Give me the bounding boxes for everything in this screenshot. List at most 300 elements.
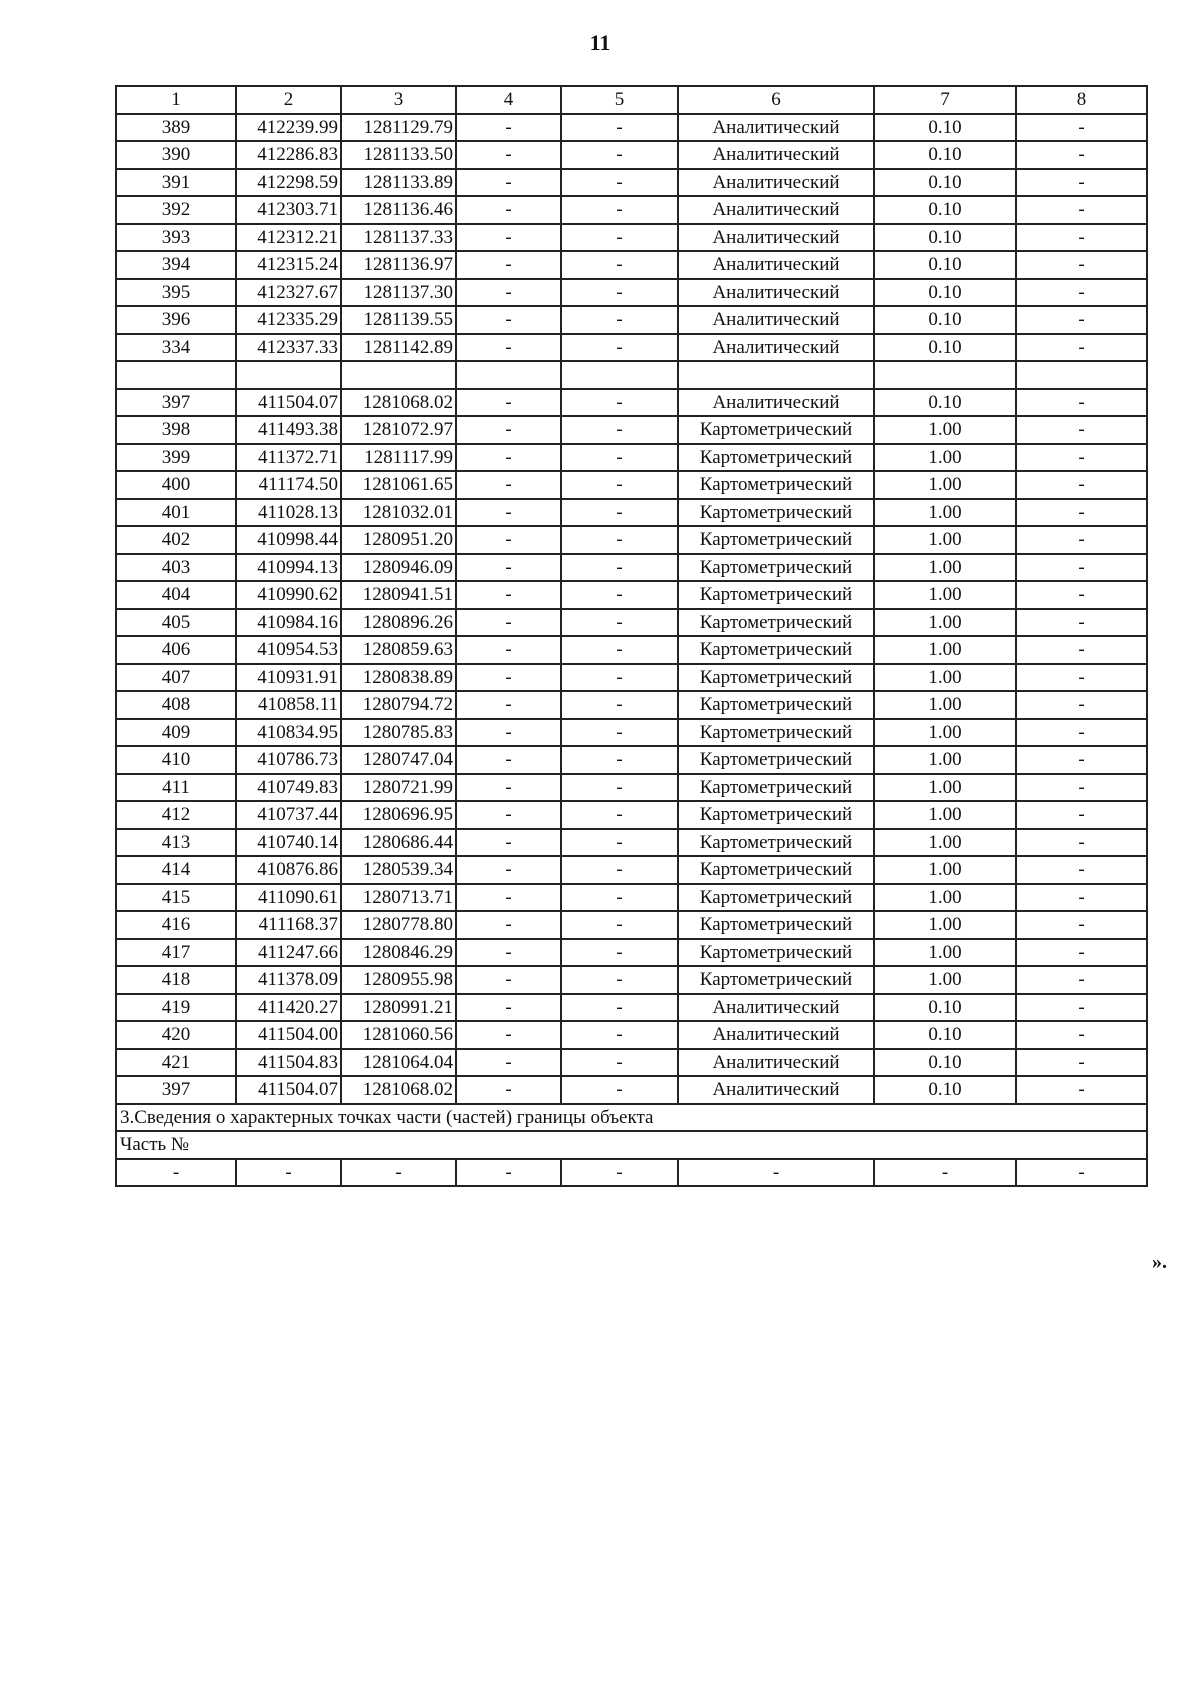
column-4-cell: - [456,609,561,637]
column-8-cell: - [1016,554,1147,582]
table-row [116,609,1147,637]
point-number-cell: 392 [116,196,236,224]
table-row [116,884,1147,912]
column-4-cell: - [456,801,561,829]
column-4-cell: - [456,499,561,527]
method-cell [678,361,874,389]
method-cell: Картометрический [678,856,874,884]
accuracy-cell: 1.00 [874,416,1016,444]
method-cell: Аналитический [678,279,874,307]
point-number-cell: 396 [116,306,236,334]
column-5-cell: - [561,279,678,307]
table-row [116,911,1147,939]
accuracy-cell: 1.00 [874,664,1016,692]
column-8-cell: - [1016,994,1147,1022]
point-number-cell: 421 [116,1049,236,1077]
x-coordinate-cell: 411493.38 [236,416,341,444]
accuracy-cell: 0.10 [874,251,1016,279]
accuracy-cell: 0.10 [874,1021,1016,1049]
column-5-cell: - [561,224,678,252]
point-number-cell: 420 [116,1021,236,1049]
y-coordinate-cell: 1281136.46 [341,196,456,224]
x-coordinate-cell: 410858.11 [236,691,341,719]
x-coordinate-cell: 412337.33 [236,334,341,362]
y-coordinate-cell: 1281060.56 [341,1021,456,1049]
accuracy-cell: 1.00 [874,856,1016,884]
column-5-cell: - [561,1076,678,1104]
method-cell: Аналитический [678,1049,874,1077]
y-coordinate-cell: 1280713.71 [341,884,456,912]
column-8-cell: - [1016,609,1147,637]
y-coordinate-cell: 1281136.97 [341,251,456,279]
x-coordinate-cell: 412312.21 [236,224,341,252]
column-5-cell: - [561,114,678,142]
header-cell: 2 [236,86,341,114]
method-cell: Картометрический [678,526,874,554]
y-coordinate-cell: 1281137.30 [341,279,456,307]
column-8-cell: - [1016,224,1147,252]
column-4-cell: - [456,856,561,884]
x-coordinate-cell: 412239.99 [236,114,341,142]
point-number-cell: 389 [116,114,236,142]
table-row [116,746,1147,774]
column-5-cell: - [561,526,678,554]
y-coordinate-cell: 1281142.89 [341,334,456,362]
point-number-cell: 404 [116,581,236,609]
table-row [116,554,1147,582]
column-5-cell: - [561,251,678,279]
point-number-cell: 418 [116,966,236,994]
column-5-cell: - [561,691,678,719]
column-4-cell: - [456,279,561,307]
column-8-cell: - [1016,581,1147,609]
header-cell: 4 [456,86,561,114]
y-coordinate-cell: 1280778.80 [341,911,456,939]
point-number-cell: 419 [116,994,236,1022]
method-cell: Аналитический [678,224,874,252]
column-5-cell: - [561,664,678,692]
table-row [116,334,1147,362]
column-4-cell: - [456,141,561,169]
column-5-cell: - [561,801,678,829]
column-4-cell: - [456,389,561,417]
column-8-cell: - [1016,939,1147,967]
point-number-cell: 402 [116,526,236,554]
table-row [116,774,1147,802]
column-8-cell: - [1016,444,1147,472]
y-coordinate-cell: 1281117.99 [341,444,456,472]
column-8-cell: - [1016,471,1147,499]
point-number-cell: 416 [116,911,236,939]
table-footer [116,1104,1147,1187]
y-coordinate-cell: 1281133.89 [341,169,456,197]
table-row [116,1021,1147,1049]
point-number-cell: 411 [116,774,236,802]
table-row [116,719,1147,747]
table-row [116,939,1147,967]
column-5-cell: - [561,829,678,857]
column-5-cell: - [561,774,678,802]
header-cell: 8 [1016,86,1147,114]
method-cell: Картометрический [678,636,874,664]
y-coordinate-cell: 1280838.89 [341,664,456,692]
table-row [116,526,1147,554]
point-number-cell: 401 [116,499,236,527]
column-4-cell: - [456,471,561,499]
column-8-cell: - [1016,691,1147,719]
table-row [116,966,1147,994]
y-coordinate-cell: 1281061.65 [341,471,456,499]
column-4-cell: - [456,1021,561,1049]
coordinates-table [115,85,1148,1187]
column-5-cell: - [561,609,678,637]
column-8-cell: - [1016,746,1147,774]
method-cell: Картометрический [678,746,874,774]
point-number-cell: 409 [116,719,236,747]
column-5-cell: - [561,581,678,609]
column-5-cell: - [561,471,678,499]
table-row [116,224,1147,252]
x-coordinate-cell: 412315.24 [236,251,341,279]
x-coordinate-cell: 411504.83 [236,1049,341,1077]
column-8-cell: - [1016,334,1147,362]
y-coordinate-cell: 1280941.51 [341,581,456,609]
table-row [116,1076,1147,1104]
column-8-cell: - [1016,1049,1147,1077]
column-8-cell: - [1016,911,1147,939]
part-label-row [116,1131,1147,1159]
part-cell: - [456,1159,561,1187]
column-5-cell: - [561,856,678,884]
y-coordinate-cell: 1281068.02 [341,1076,456,1104]
table-row [116,1049,1147,1077]
x-coordinate-cell: 412286.83 [236,141,341,169]
x-coordinate-cell: 410834.95 [236,719,341,747]
method-cell: Картометрический [678,939,874,967]
column-5-cell: - [561,334,678,362]
accuracy-cell: 0.10 [874,114,1016,142]
column-8-cell: - [1016,1021,1147,1049]
column-8-cell: - [1016,169,1147,197]
point-number-cell: 334 [116,334,236,362]
column-8-cell: - [1016,801,1147,829]
point-number-cell: 394 [116,251,236,279]
column-5-cell: - [561,636,678,664]
column-8-cell: - [1016,416,1147,444]
y-coordinate-cell: 1280721.99 [341,774,456,802]
accuracy-cell: 1.00 [874,746,1016,774]
method-cell: Картометрический [678,416,874,444]
y-coordinate-cell: 1281137.33 [341,224,456,252]
column-4-cell: - [456,251,561,279]
accuracy-cell: 1.00 [874,829,1016,857]
column-8-cell: - [1016,306,1147,334]
section-heading: 3.Сведения о характерных точках части (частей) границы объекта [116,1104,1147,1132]
table-row [116,581,1147,609]
table-row [116,829,1147,857]
y-coordinate-cell: 1281064.04 [341,1049,456,1077]
y-coordinate-cell: 1280946.09 [341,554,456,582]
column-4-cell: - [456,196,561,224]
column-5-cell: - [561,499,678,527]
column-4-cell: - [456,884,561,912]
table-row [116,306,1147,334]
column-8-cell: - [1016,774,1147,802]
accuracy-cell: 0.10 [874,1076,1016,1104]
y-coordinate-cell: 1280846.29 [341,939,456,967]
x-coordinate-cell: 411504.07 [236,389,341,417]
column-4-cell: - [456,306,561,334]
part-row [116,1159,1147,1187]
accuracy-cell: 1.00 [874,939,1016,967]
column-4-cell: - [456,169,561,197]
accuracy-cell: 1.00 [874,526,1016,554]
y-coordinate-cell: 1280539.34 [341,856,456,884]
y-coordinate-cell: 1280785.83 [341,719,456,747]
method-cell: Аналитический [678,169,874,197]
y-coordinate-cell: 1281139.55 [341,306,456,334]
accuracy-cell: 0.10 [874,306,1016,334]
accuracy-cell: 1.00 [874,609,1016,637]
point-number-cell: 406 [116,636,236,664]
method-cell: Картометрический [678,609,874,637]
method-cell: Аналитический [678,1076,874,1104]
column-4-cell: - [456,526,561,554]
y-coordinate-cell: 1280686.44 [341,829,456,857]
x-coordinate-cell: 411372.71 [236,444,341,472]
column-4-cell: - [456,224,561,252]
x-coordinate-cell: 410931.91 [236,664,341,692]
x-coordinate-cell: 411090.61 [236,884,341,912]
method-cell: Аналитический [678,251,874,279]
method-cell: Картометрический [678,774,874,802]
column-4-cell: - [456,746,561,774]
column-8-cell: - [1016,141,1147,169]
method-cell: Аналитический [678,1021,874,1049]
x-coordinate-cell: 411247.66 [236,939,341,967]
column-5-cell: - [561,389,678,417]
part-cell: - [236,1159,341,1187]
column-8-cell: - [1016,1076,1147,1104]
closing-quote-mark: ». [1152,1251,1167,1273]
point-number-cell: 397 [116,1076,236,1104]
table-row [116,691,1147,719]
point-number-cell: 399 [116,444,236,472]
column-4-cell: - [456,994,561,1022]
x-coordinate-cell: 411504.00 [236,1021,341,1049]
table-row [116,416,1147,444]
column-5-cell: - [561,196,678,224]
x-coordinate-cell: 410994.13 [236,554,341,582]
point-number-cell: 414 [116,856,236,884]
table-row [116,279,1147,307]
x-coordinate-cell: 411168.37 [236,911,341,939]
column-5-cell: - [561,911,678,939]
accuracy-cell: 0.10 [874,994,1016,1022]
accuracy-cell: 1.00 [874,801,1016,829]
accuracy-cell: 1.00 [874,691,1016,719]
accuracy-cell: 1.00 [874,581,1016,609]
point-number-cell: 413 [116,829,236,857]
method-cell: Картометрический [678,499,874,527]
table-header [116,86,1147,114]
column-5-cell: - [561,966,678,994]
point-number-cell [116,361,236,389]
column-4-cell: - [456,939,561,967]
header-cell: 1 [116,86,236,114]
column-8-cell: - [1016,389,1147,417]
method-cell: Аналитический [678,994,874,1022]
accuracy-cell: 1.00 [874,499,1016,527]
x-coordinate-cell: 412327.67 [236,279,341,307]
column-8-cell: - [1016,719,1147,747]
column-5-cell: - [561,169,678,197]
column-4-cell: - [456,1076,561,1104]
table-row [116,636,1147,664]
x-coordinate-cell: 410998.44 [236,526,341,554]
method-cell: Аналитический [678,389,874,417]
table-body [116,114,1147,1104]
accuracy-cell: 1.00 [874,966,1016,994]
y-coordinate-cell: 1281032.01 [341,499,456,527]
point-number-cell: 395 [116,279,236,307]
table-row [116,499,1147,527]
point-number-cell: 410 [116,746,236,774]
x-coordinate-cell: 410786.73 [236,746,341,774]
part-cell: - [1016,1159,1147,1187]
column-4-cell: - [456,719,561,747]
x-coordinate-cell: 411420.27 [236,994,341,1022]
column-8-cell: - [1016,114,1147,142]
column-8-cell: - [1016,856,1147,884]
x-coordinate-cell: 410737.44 [236,801,341,829]
header-cell: 5 [561,86,678,114]
accuracy-cell: 1.00 [874,636,1016,664]
accuracy-cell: 0.10 [874,279,1016,307]
section-heading-row [116,1104,1147,1132]
accuracy-cell: 1.00 [874,911,1016,939]
table-row [116,994,1147,1022]
x-coordinate-cell: 411378.09 [236,966,341,994]
accuracy-cell: 1.00 [874,884,1016,912]
point-number-cell: 415 [116,884,236,912]
y-coordinate-cell [341,361,456,389]
y-coordinate-cell: 1281133.50 [341,141,456,169]
y-coordinate-cell: 1280747.04 [341,746,456,774]
accuracy-cell: 1.00 [874,719,1016,747]
column-8-cell: - [1016,884,1147,912]
table-row [116,196,1147,224]
method-cell: Аналитический [678,196,874,224]
column-4-cell [456,361,561,389]
column-5-cell: - [561,141,678,169]
table-row [116,664,1147,692]
point-number-cell: 407 [116,664,236,692]
y-coordinate-cell: 1281072.97 [341,416,456,444]
part-label: Часть № [116,1131,1147,1159]
column-4-cell: - [456,1049,561,1077]
table-row [116,169,1147,197]
column-4-cell: - [456,829,561,857]
column-4-cell: - [456,114,561,142]
y-coordinate-cell: 1280955.98 [341,966,456,994]
table-row [116,444,1147,472]
x-coordinate-cell: 410876.86 [236,856,341,884]
column-8-cell [1016,361,1147,389]
column-8-cell: - [1016,499,1147,527]
part-cell: - [341,1159,456,1187]
column-4-cell: - [456,774,561,802]
method-cell: Картометрический [678,719,874,747]
method-cell: Картометрический [678,471,874,499]
accuracy-cell [874,361,1016,389]
x-coordinate-cell: 412303.71 [236,196,341,224]
method-cell: Аналитический [678,114,874,142]
column-4-cell: - [456,664,561,692]
method-cell: Аналитический [678,141,874,169]
column-8-cell: - [1016,966,1147,994]
column-4-cell: - [456,554,561,582]
x-coordinate-cell: 412298.59 [236,169,341,197]
column-8-cell: - [1016,829,1147,857]
header-cell: 3 [341,86,456,114]
column-5-cell: - [561,939,678,967]
y-coordinate-cell: 1281068.02 [341,389,456,417]
table-row [116,856,1147,884]
x-coordinate-cell: 411504.07 [236,1076,341,1104]
method-cell: Картометрический [678,966,874,994]
column-8-cell: - [1016,526,1147,554]
column-4-cell: - [456,416,561,444]
column-8-cell: - [1016,664,1147,692]
column-5-cell: - [561,994,678,1022]
accuracy-cell: 0.10 [874,196,1016,224]
header-row [116,86,1147,114]
point-number-cell: 397 [116,389,236,417]
y-coordinate-cell: 1280951.20 [341,526,456,554]
column-8-cell: - [1016,636,1147,664]
y-coordinate-cell: 1280991.21 [341,994,456,1022]
x-coordinate-cell [236,361,341,389]
page-number: 11 [589,30,611,55]
header-cell: 6 [678,86,874,114]
column-8-cell: - [1016,279,1147,307]
point-number-cell: 398 [116,416,236,444]
method-cell: Аналитический [678,306,874,334]
point-number-cell: 412 [116,801,236,829]
column-5-cell: - [561,554,678,582]
x-coordinate-cell: 410740.14 [236,829,341,857]
method-cell: Картометрический [678,884,874,912]
y-coordinate-cell: 1281129.79 [341,114,456,142]
part-cell: - [678,1159,874,1187]
x-coordinate-cell: 410954.53 [236,636,341,664]
column-5-cell: - [561,306,678,334]
y-coordinate-cell: 1280794.72 [341,691,456,719]
accuracy-cell: 1.00 [874,554,1016,582]
point-number-cell: 408 [116,691,236,719]
column-5-cell [561,361,678,389]
method-cell: Картометрический [678,829,874,857]
x-coordinate-cell: 411174.50 [236,471,341,499]
table-row [116,471,1147,499]
column-5-cell: - [561,746,678,774]
part-cell: - [561,1159,678,1187]
method-cell: Картометрический [678,664,874,692]
column-8-cell: - [1016,251,1147,279]
table-row [116,251,1147,279]
y-coordinate-cell: 1280896.26 [341,609,456,637]
